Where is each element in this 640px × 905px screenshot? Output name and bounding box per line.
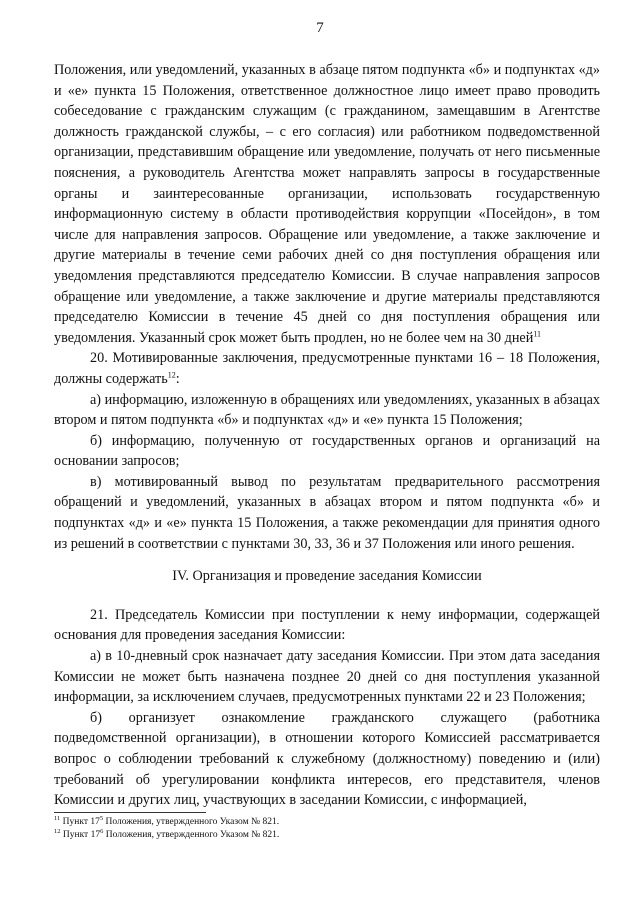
document-body [54, 60, 600, 811]
footnote-ref-11: 11 [533, 328, 542, 338]
section-heading: IV. Организация и проведение заседания Комиссии [172, 568, 482, 585]
paragraph-21: 21. Председатель Комиссии при поступлении к нему информации, содержащей основания для проведения заседания Комиссии: [54, 606, 600, 644]
footnote-separator [54, 812, 206, 813]
paragraph-21b: б) организует ознакомление гражданского служащего (работника подведомственной организации), в отношении которого Комиссией рассматривается вопрос о соблюдении требований к служебному (должностному) поведению и (или) требований об урегулировании конфликта интересов, его представителя, членов Комиссии и других лиц, участвующих в заседании Комиссии, с информацией, [54, 709, 600, 809]
paragraph-20: 20. Мотивированные заключения, предусмотренные пунктами 16 – 18 Положения, должны содержать$^{12}$: [54, 350, 600, 387]
page-number: 7 [316, 20, 324, 36]
paragraph-20b: б) информацию, полученную от государственных органов и организаций на основании запросов; [54, 432, 600, 470]
paragraph-19-continued: Положения, или уведомлений, указанных в абзаце пятом подпункта «б» и подпунктах «д» и «е» пункта 15 Положения, ответственное должностное лицо имеет право проводить собеседование с гражданским служащим (с гражданином, замещавшим в Агентстве должность гражданской службы, – с его согласия) или работником подведомственной организации, представившим обращение или уведомление, получать от него письменные пояснения, а руководитель Агентства может направлять запросы в государственные органы и заинтересованные организации, использовать государственную информационную систему в области противодействия коррупции «Посейдон», в том числе для направления запросов. Обращение или уведомление, а также заключение и другие материалы в течение семи рабочих дней со дня поступления обращения или уведомления представляются председателю Комиссии. В случае направления запросов обращение или уведомление, а также заключение и другие материалы представляются председателю Комиссии в течение 45 дней со дня поступления обращения или уведомления. Указанный срок может быть продлен, но не более чем на 30 дней$^{11}$ [54, 62, 600, 346]
footnote-ref-12: 12 [167, 370, 176, 380]
paragraph-20c: в) мотивированный вывод по результатам предварительного рассмотрения обращений и уведомлений, указанных в абзацах втором и пятом подпункта «б» и подпунктах «д» и «е» пункта 15 Положения, а также рекомендации для принятия одного из решений в соответствии с пунктами 30, 33, 36 и 37 Положения или иного решения. [54, 473, 600, 552]
paragraph-21a: а) в 10-дневный срок назначает дату заседания Комиссии. При этом дата заседания Комиссии не может быть назначена позднее 20 дней со дня поступления указанной информации, за исключением случаев, предусмотренных пунктами 22 и 23 Положения; [54, 648, 600, 706]
footnote-11: $^{11}$ Пункт 17$^5$ Положения, утвержденного Указом № 821. [54, 814, 280, 827]
footnote-12: $^{12}$ Пункт 17$^6$ Положения, утвержденного Указом № 821. [54, 827, 280, 840]
footnotes [54, 816, 600, 842]
paragraph-20a: а) информацию, изложенную в обращениях или уведомлениях, указанных в абзацах втором и пятом подпункта «б» и подпунктах «д» и «е» пункта 15 Положения; [54, 391, 600, 429]
